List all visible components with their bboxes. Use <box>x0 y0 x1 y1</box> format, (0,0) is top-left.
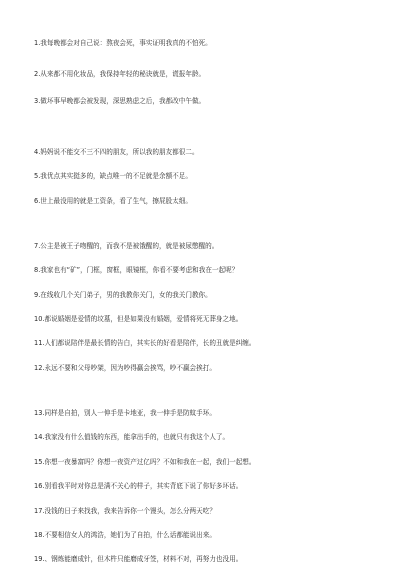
document-line-2: 2.从来都不用化妆品，我保持年轻的秘诀就是，谎报年龄。 <box>34 70 206 78</box>
document-line-16: 16.别看我平时对你总是满不关心的样子，其实背底下说了你好多坏话。 <box>34 482 243 490</box>
document-line-17: 17.没钱的日子来找我，我来告诉你一个馒头，怎么分两天吃？ <box>34 507 216 515</box>
document-line-15: 15.你想一夜暴富吗？你想一夜资产过亿吗？不如和我在一起，我们一起想。 <box>34 458 256 466</box>
document-line-12: 12.永远不要和父母吵架，因为吵得赢会挨骂，吵不赢会挨打。 <box>34 364 216 372</box>
document-line-10: 10.都说婚姻是爱情的坟墓，但是如果没有婚姻，爱情将死无葬身之地。 <box>34 315 243 323</box>
document-line-5: 5.我优点其实挺多的，缺点唯一的不足就是余额不足。 <box>34 172 192 180</box>
document-line-8: 8.我家也有“矿”，门框，窗框，眼镜框，你看不要考虑和我在一起呢？ <box>34 266 239 274</box>
document-line-7: 7.公主是被王子吻醒的，而我不是被饿醒的，就是被尿憋醒的。 <box>34 242 219 250</box>
document-line-18: 18.不要相信女人的鸿浩，她们为了自拍，什么话都能说出来。 <box>34 531 216 539</box>
document-line-13: 13.同样是自拍，别人一伸手是卡地亚，我一伸手是防蚊手环。 <box>34 409 216 417</box>
document-line-3: 3.做坏事早晚都会被发现，深思熟虑之后，我都改中午做。 <box>34 97 206 105</box>
document-line-14: 14.我家没有什么值钱的东西，能拿出手的，也就只有我这个人了。 <box>34 433 230 441</box>
document-line-11: 11.人们都说陪伴是最长情的告白，其实长的好看是陪伴，长的丑就是纠缠。 <box>34 339 256 347</box>
document-line-9: 9.在线收几个关门弟子，男的我教你关门，女的我关门教你。 <box>34 291 212 299</box>
document-line-4: 4.妈妈说不能交不三不四的朋友，所以我的朋友都很二。 <box>34 148 199 156</box>
document-line-6: 6.世上最没用的就是工资条，看了生气，擦屁股太细。 <box>34 197 192 205</box>
document-line-1: 1.我每晚都会对自己说：熬夜会死，事实证明我真的不怕死。 <box>34 39 212 47</box>
document-line-19: 19.、钢炼能磨成针，但木杵只能磨成牙签，材料不对，再努力也没用。 <box>34 555 243 563</box>
